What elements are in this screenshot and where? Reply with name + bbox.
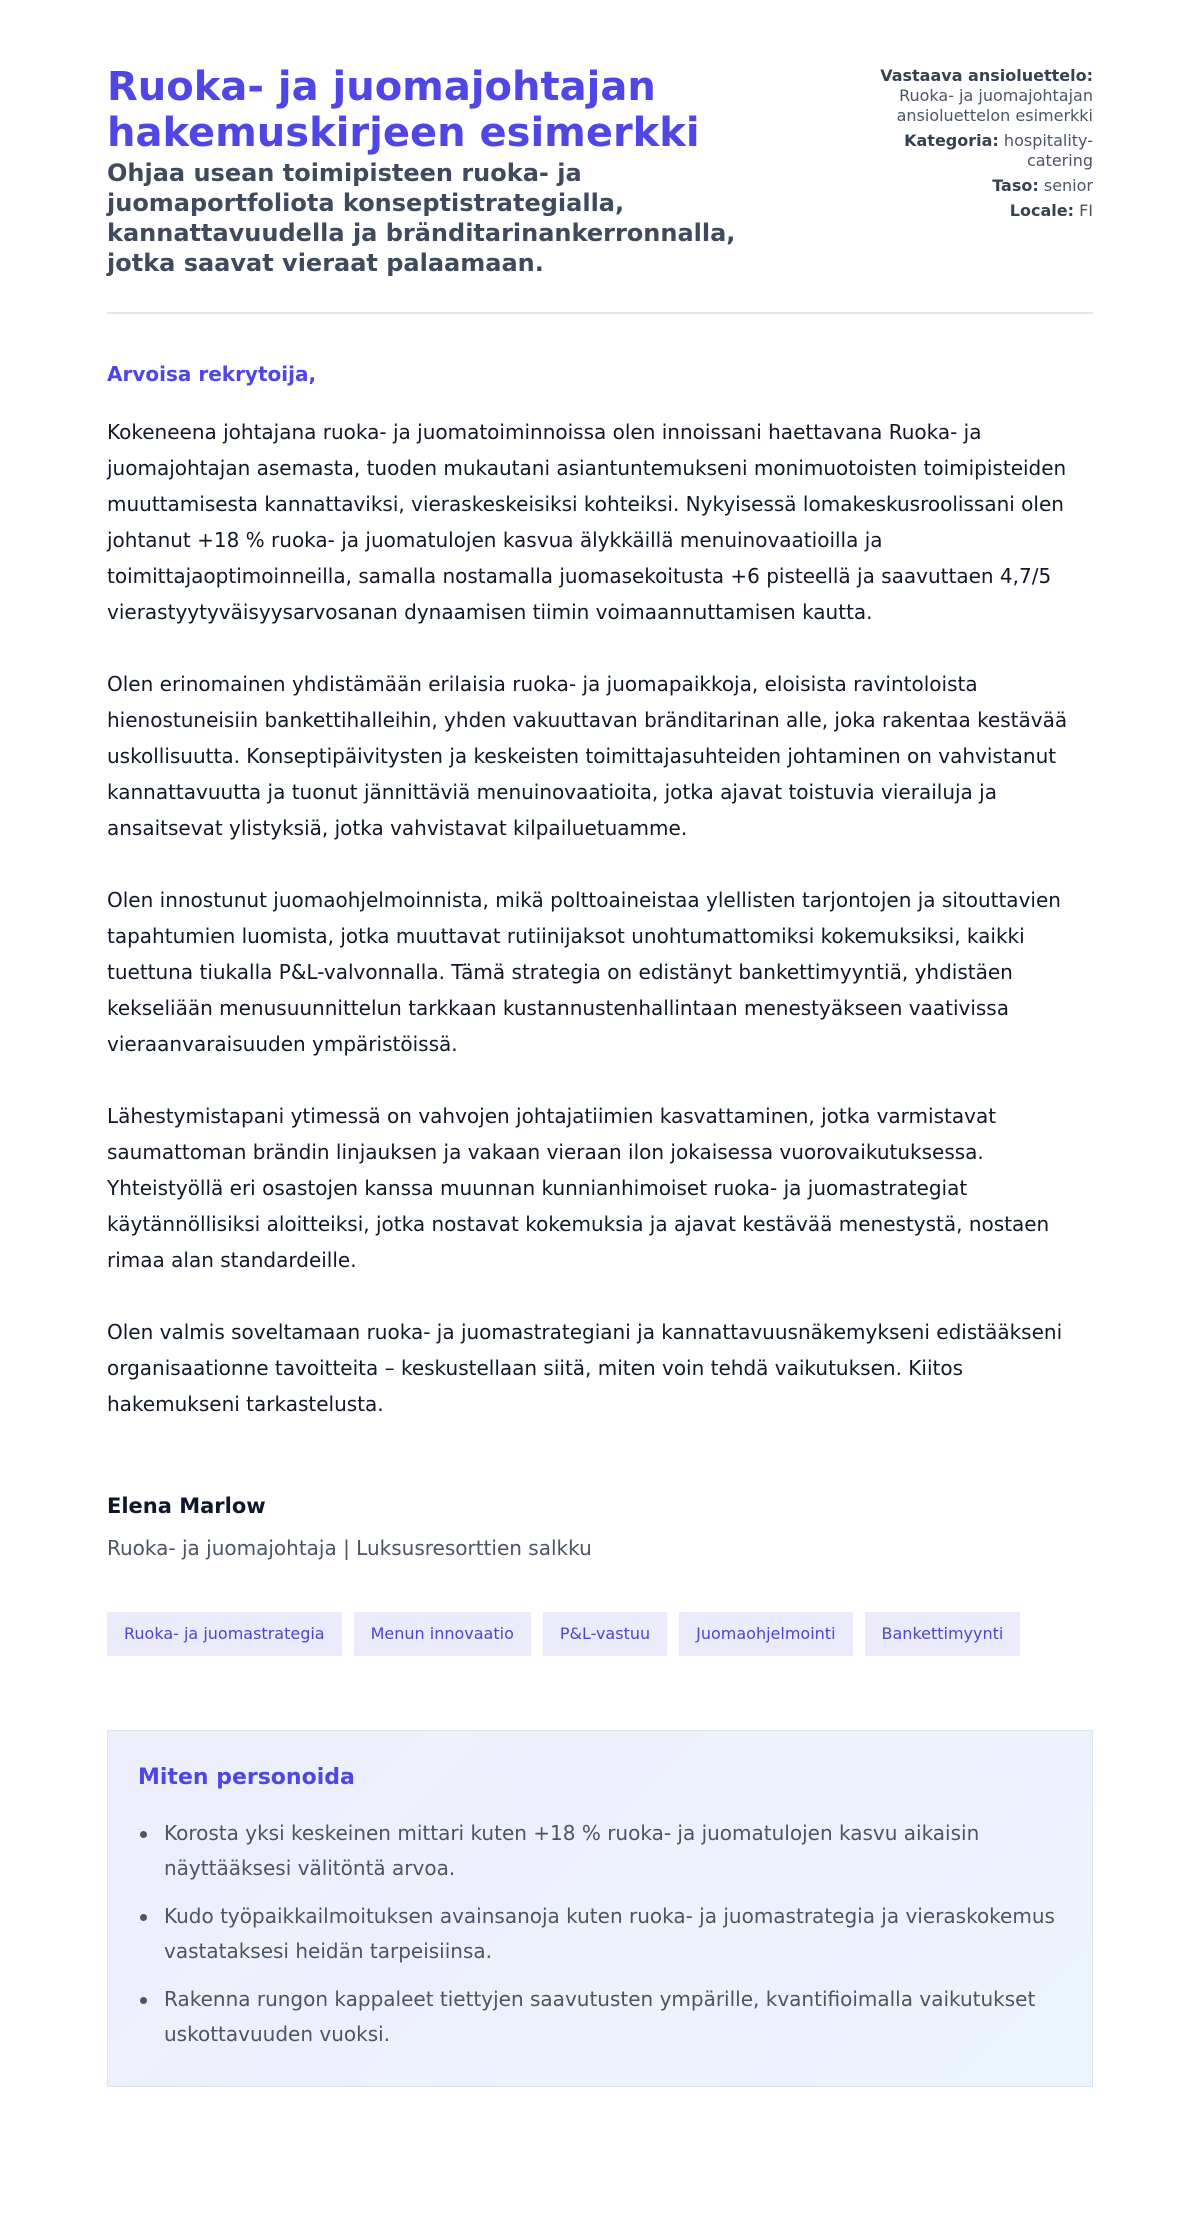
meta-level xyxy=(863,176,1093,196)
skill-tag: Ruoka- ja juomastrategia xyxy=(107,1612,342,1656)
signature-role: Ruoka- ja juomajohtaja | Luksusresorttien salkku xyxy=(107,1536,592,1560)
skill-tags xyxy=(107,1612,1093,1656)
signature-name: Elena Marlow xyxy=(107,1494,266,1518)
meta-level-label: Taso: xyxy=(992,176,1039,195)
skill-tag: Bankettimyynti xyxy=(865,1612,1021,1656)
tips-list xyxy=(138,1816,1062,2052)
letter-paragraph: Olen innostunut juomaohjelmoinnista, mikä polttoaineistaa ylellisten tarjontojen ja sitouttavien tapahtumien luomista, jotka muuttavat rutiinijaksot unohtumattomiksi kokemuksiksi, kaikki tuettuna tiukalla P&L-valvonnalla. Tämä strategia on edistänyt bankettimyyntiä, yhdistäen kekseliään menusuunnittelun tarkkaan kustannustenhallintaan menestyäkseen vaativissa vieraanvaraisuuden ympäristöissä. xyxy=(107,888,1061,1056)
tips-item-text: Kudo työpaikkailmoituksen avainsanoja kuten ruoka- ja juomastrategia ja vieraskokemus vastataksesi heidän tarpeisiinsa. xyxy=(164,1904,1055,1963)
meta-category-label: Kategoria: xyxy=(904,131,999,150)
meta-resume-value: Ruoka- ja juomajohtajan ansioluettelon esimerkki xyxy=(896,86,1093,125)
page-subtitle: Ohjaa usean toimipisteen ruoka- ja juomaportfoliota konseptistrategialla, kannattavuudella ja bränditarinankerronnalla, jotka saavat vieraat palaamaan. xyxy=(107,159,736,277)
skill-tag: P&L-vastuu xyxy=(543,1612,667,1656)
meta-locale-value: FI xyxy=(1079,201,1093,220)
bullet-icon xyxy=(140,1997,147,2004)
letter-paragraph: Olen erinomainen yhdistämään erilaisia ruoka- ja juomapaikkoja, eloisista ravintoloista hienostuneisiin bankettihalleihin, yhden vakuuttavan bränditarinan alle, joka rakentaa kestävää uskollisuutta. Konseptipäivitysten ja keskeisten toimittajasuhteiden johtaminen on vahvistanut kannattavuutta ja tuonut jännittäviä menuinovaatioita, jotka ajavat toistuvia vierailuja ja ansaitsevat ylistyksiä, jotka vahvistavat kilpailuetuamme. xyxy=(107,672,1068,840)
skill-tag: Juomaohjelmointi xyxy=(679,1612,852,1656)
bullet-icon xyxy=(140,1914,147,1921)
letter-paragraph: Olen valmis soveltamaan ruoka- ja juomastrategiani ja kannattavuusnäkemykseni edistääkseni organisaationne tavoitteita – keskustellaan siitä, miten voin tehdä vaikutuksen. Kiitos hakemukseni tarkastelusta. xyxy=(107,1320,1063,1416)
meta-resume-label: Vastaava ansioluettelo: xyxy=(880,66,1093,85)
tips-title: Miten personoida xyxy=(138,1765,355,1790)
page-header xyxy=(107,64,1093,314)
tips-list-item xyxy=(138,1982,1062,2052)
page-title: Ruoka- ja juomajohtajan hakemuskirjeen esimerkki xyxy=(107,64,700,156)
meta-resume xyxy=(863,66,1093,126)
tips-list-item xyxy=(138,1899,1062,1969)
letter-paragraph: Lähestymistapani ytimessä on vahvojen johtajatiimien kasvattaminen, jotka varmistavat saumattoman brändin linjauksen ja vakaan vieraan ilon jokaisessa vuorovaikutuksessa. Yhteistyöllä eri osastojen kanssa muunnan kunnianhimoiset ruoka- ja juomastrategiat käytännöllisiksi aloitteiksi, jotka nostavat kokemuksia ja ajavat kestävää menestystä, nostaen rimaa alan standardeille. xyxy=(107,1104,1050,1272)
signature-block xyxy=(107,1494,1093,1560)
personalization-tips-box xyxy=(107,1730,1093,2087)
letter-body xyxy=(107,314,1093,2087)
tips-item-text: Rakenna rungon kappaleet tiettyjen saavutusten ympärille, kvantifioimalla vaikutukset uskottavuuden vuoksi. xyxy=(164,1987,1036,2046)
meta-locale xyxy=(863,201,1093,221)
tips-item-text: Korosta yksi keskeinen mittari kuten +18 % ruoka- ja juomatulojen kasvu aikaisin näyttääksesi välitöntä arvoa. xyxy=(164,1821,980,1880)
meta-panel xyxy=(863,66,1093,226)
salutation: Arvoisa rekrytoija, xyxy=(107,362,317,386)
bullet-icon xyxy=(140,1831,147,1838)
meta-category xyxy=(863,131,1093,171)
tips-list-item xyxy=(138,1816,1062,1886)
letter-paragraph: Kokeneena johtajana ruoka- ja juomatoiminnoissa olen innoissani haettavana Ruoka- ja juomajohtajan asemasta, tuoden mukautani asiantuntemukseni monimuotoisten toimipisteiden muuttamisesta kannattaviksi, vieraskeskeisiksi kohteiksi. Nykyisessä lomakeskusroolissani olen johtanut +18 % ruoka- ja juomatulojen kasvua älykkäillä menuinovaatioilla ja toimittajaoptimoinneilla, samalla nostamalla juomasekoitusta +6 pisteellä ja saavuttaen 4,7/5 vierastyytyväisyysarvosanan dynaamisen tiimin voimaannuttamisen kautta. xyxy=(107,420,1067,624)
meta-level-value: senior xyxy=(1043,176,1093,195)
header-titles xyxy=(107,64,787,278)
meta-locale-label: Locale: xyxy=(1009,201,1074,220)
skill-tag: Menun innovaatio xyxy=(354,1612,531,1656)
meta-category-value: hospitality-catering xyxy=(1003,131,1093,170)
